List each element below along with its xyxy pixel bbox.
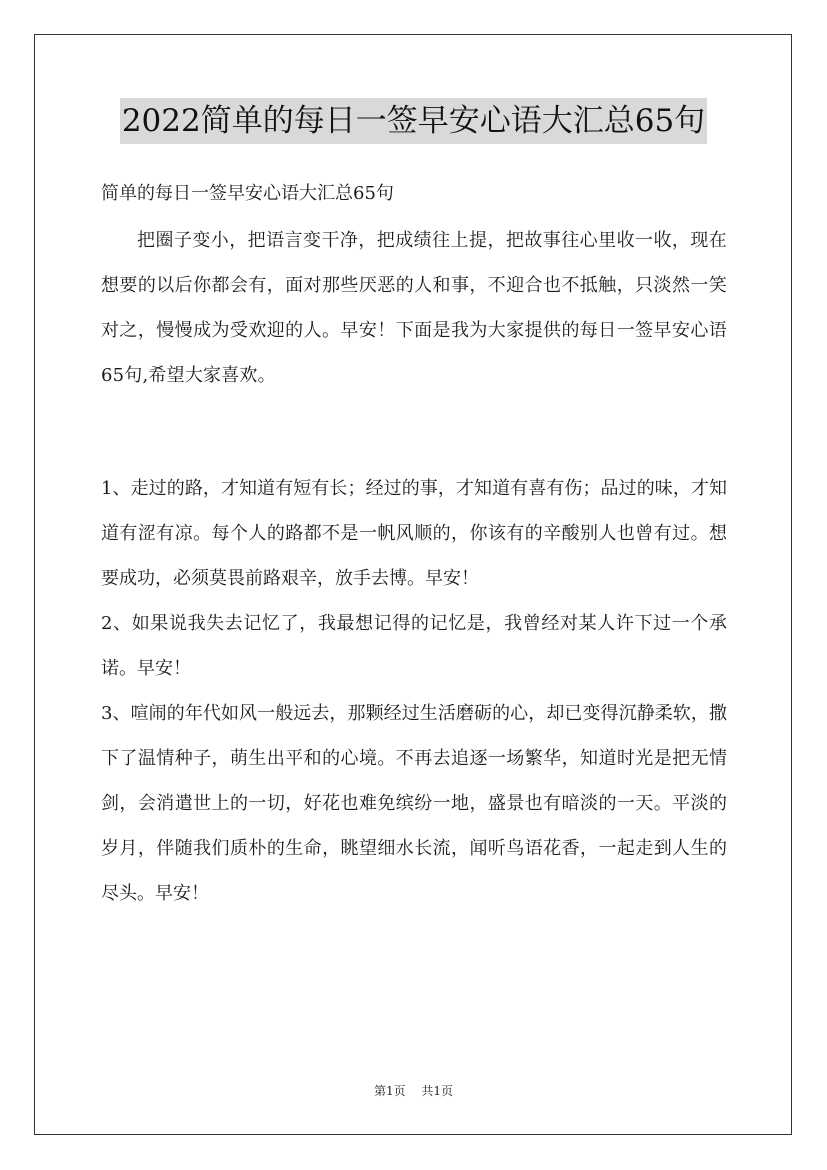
document-body <box>101 171 727 916</box>
intro-paragraph: 把圈子变小，把语言变干净，把成绩往上提，把故事往心里收一收，现在想要的以后你都会有，面对那些厌恶的人和事，不迎合也不抵触，只淡然一笑对之，慢慢成为受欢迎的人。早安！下面是我为大家提供的每日一签早安心语65句,希望大家喜欢。 <box>101 230 727 386</box>
list-item-2: 2、如果说我失去记忆了，我最想记得的记忆是，我曾经对某人许下过一个承诺。早安！ <box>101 613 727 679</box>
paragraph-gap <box>101 398 727 466</box>
page-number: 第1页 <box>373 1084 406 1098</box>
document-subtitle: 简单的每日一签早安心语大汇总65句 <box>101 183 394 204</box>
page-total: 共1页 <box>421 1084 454 1098</box>
title-container <box>0 98 827 144</box>
page-title: 2022简单的每日一签早安心语大汇总65句 <box>120 98 707 144</box>
list-item-1: 1、走过的路，才知道有短有长；经过的事，才知道有喜有伤；品过的味，才知道有涩有凉。每个人的路都不是一帆风顺的，你该有的辛酸别人也曾有过。想要成功，必须莫畏前路艰辛，放手去博。早安！ <box>101 478 727 589</box>
page-footer <box>0 1083 827 1099</box>
list-item-3: 3、喧闹的年代如风一般远去，那颗经过生活磨砺的心，却已变得沉静柔软，撒下了温情种子，萌生出平和的心境。不再去追逐一场繁华，知道时光是把无情剑，会消遣世上的一切，好花也难免缤纷一地，盛景也有暗淡的一天。平淡的岁月，伴随我们质朴的生命，眺望细水长流，闻听鸟语花香，一起走到人生的尽头。早安！ <box>101 703 727 904</box>
